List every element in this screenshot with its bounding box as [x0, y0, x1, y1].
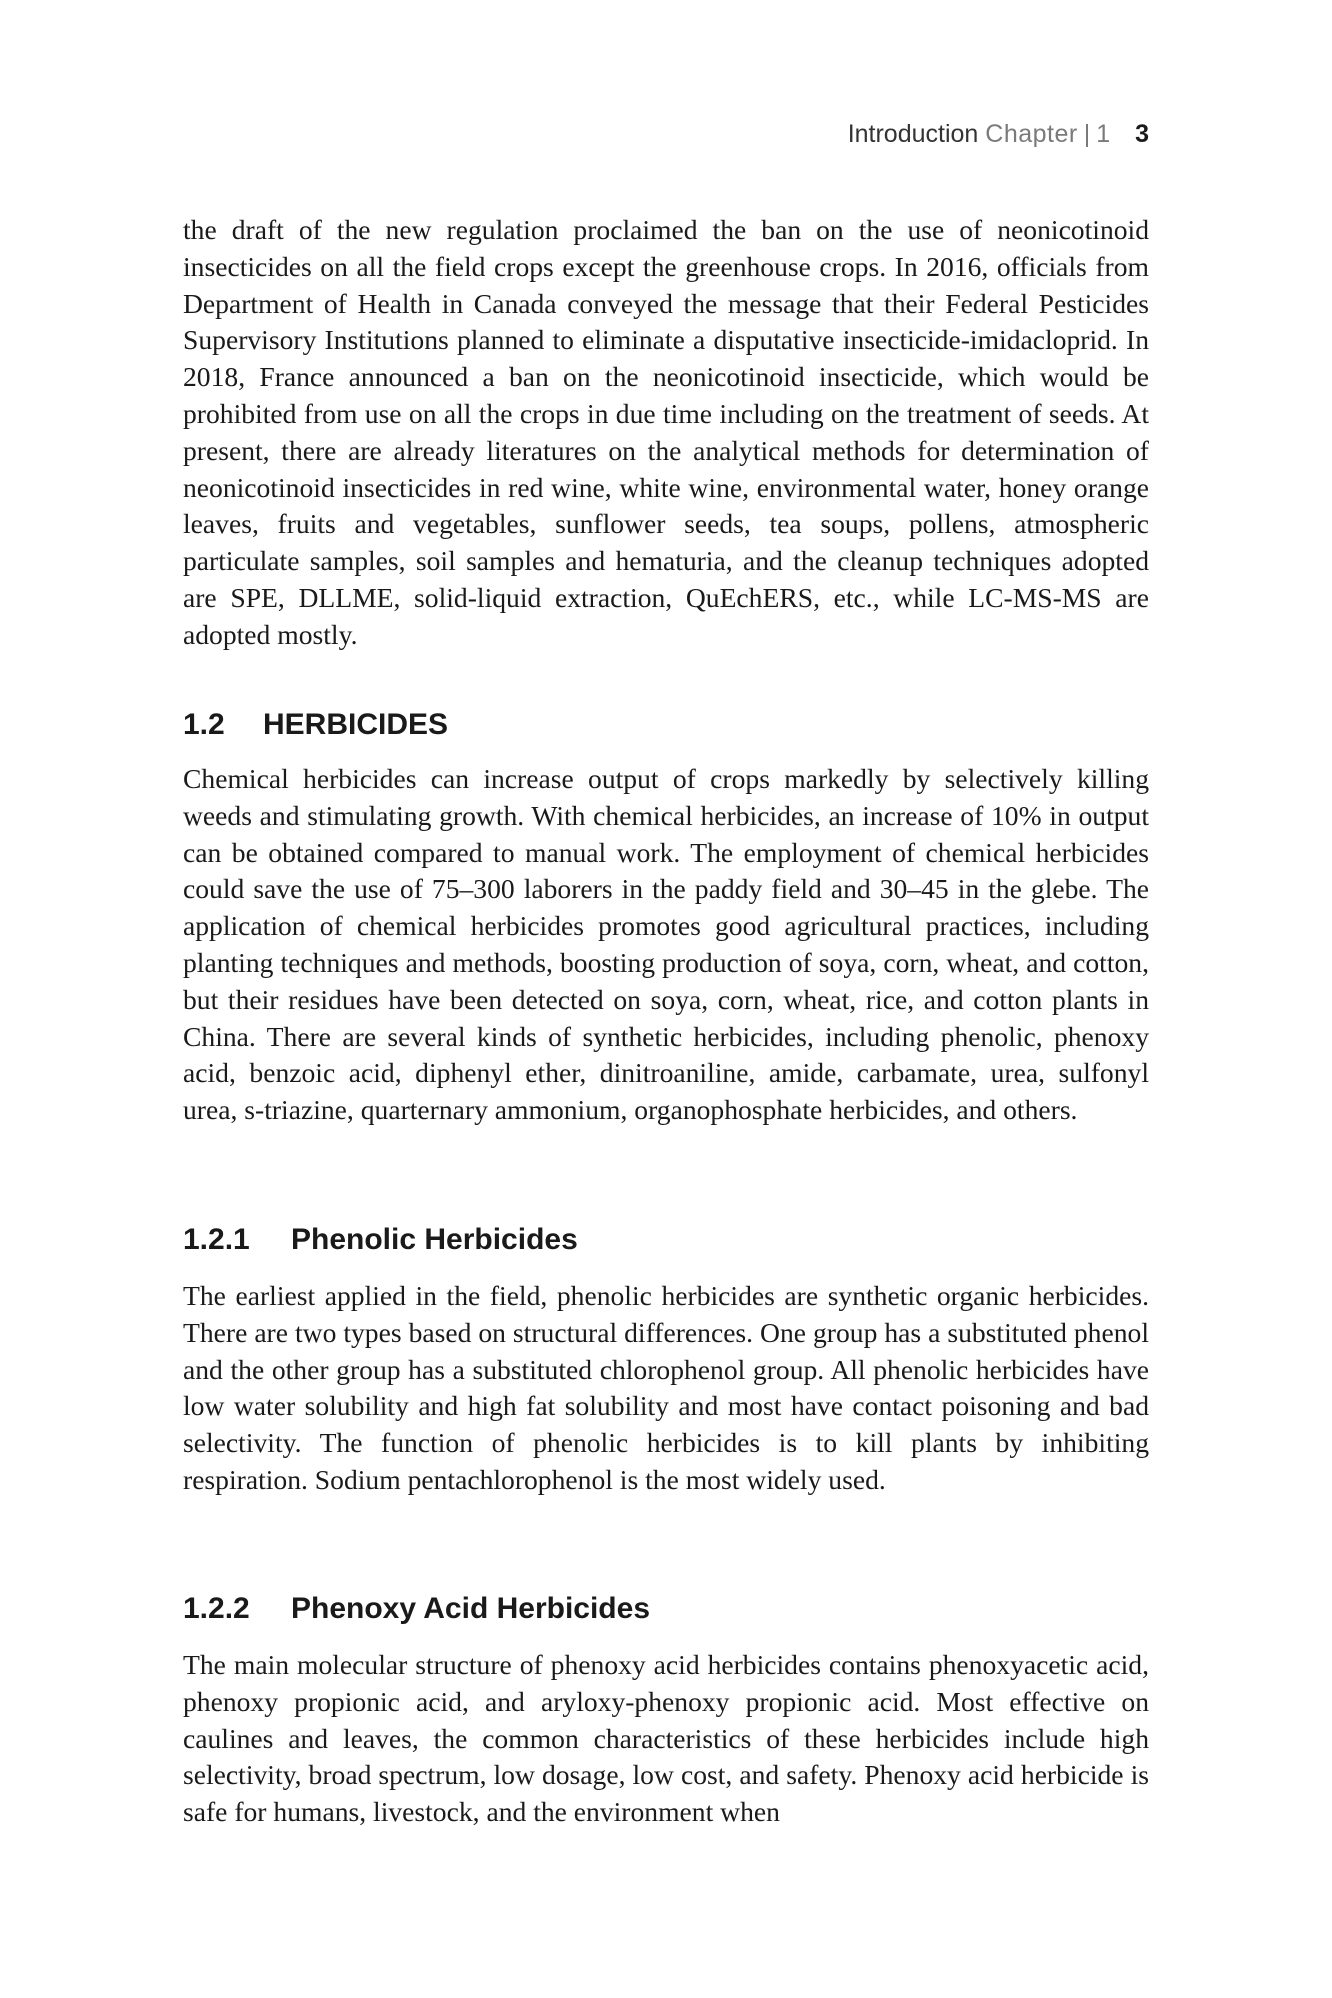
subsection-number: 1.2.1: [183, 1223, 250, 1256]
subsection-heading-phenolic: [183, 1223, 578, 1257]
subsection-number: 1.2.2: [183, 1592, 250, 1625]
paragraph-neonicotinoid-regulation: the draft of the new regulation proclaimed the ban on the use of neonicotinoid insecticides on all the field crops except the greenhouse crops. In 2016, officials from Department of Health in Canada conveyed the message that their Federal Pesticides Supervisory Institutions planned to eliminate a disputative insecticide-imidacloprid. In 2018, France announced a ban on the neonicotinoid insecticide, which would be prohibited from use on all the crops in due time including on the treatment of seeds. At present, there are already literatures on the analytical methods for determination of neonicotinoid insecticides in red wine, white wine, environmental water, honey orange leaves, fruits and vegetables, sunflower seeds, tea soups, pollens, atmospheric particulate samples, soil samples and hematuria, and the cleanup techniques adopted are SPE, DLLME, solid-liquid extraction, QuEchERS, etc., while LC-MS-MS are adopted mostly.: [183, 214, 1149, 650]
running-head-chapter-word: Chapter: [985, 120, 1078, 148]
subsection-heading-phenoxy-acid: [183, 1592, 650, 1626]
subsection-title: Phenolic Herbicides: [291, 1223, 578, 1256]
running-head-separator: |: [1083, 120, 1091, 148]
subsection-title: Phenoxy Acid Herbicides: [291, 1592, 651, 1625]
running-head: [848, 120, 1149, 149]
page-number: 3: [1135, 120, 1149, 148]
section-heading-herbicides: [183, 708, 448, 742]
paragraph-phenoxy-acid-herbicides: The main molecular structure of phenoxy acid herbicides contains phenoxyacetic acid, phenoxy propionic acid, and aryloxy-phenoxy propionic acid. Most effective on caulines and leaves, the common characteristics of these herbicides include high selectivity, broad spectrum, low dosage, low cost, and safety. Phenoxy acid herbicide is safe for humans, livestock, and the environment when: [183, 1649, 1149, 1828]
section-number: 1.2: [183, 708, 225, 741]
section-title: HERBICIDES: [263, 708, 449, 741]
paragraph-phenolic-herbicides: The earliest applied in the field, phenolic herbicides are synthetic organic herbicides. There are two types based on structural differences. One group has a substituted phenol and the other group has a substituted chlorophenol group. All phenolic herbicides have low water solubility and high fat solubility and most have contact poisoning and bad selectivity. The function of phenolic herbicides is to kill plants by inhibiting respiration. Sodium pentachlorophenol is the most widely used.: [183, 1280, 1149, 1495]
paragraph-chemical-herbicides: Chemical herbicides can increase output of crops markedly by selectively killing weeds and stimulating growth. With chemical herbicides, an increase of 10% in output can be obtained compared to manual work. The employment of chemical herbicides could save the use of 75–300 laborers in the paddy field and 30–45 in the glebe. The application of chemical herbicides promotes good agricultural practices, including planting techniques and methods, boosting production of soya, corn, wheat, and cotton, but their residues have been detected on soya, corn, wheat, rice, and cotton plants in China. There are several kinds of synthetic herbicides, including phenolic, phenoxy acid, benzoic acid, diphenyl ether, dinitroaniline, amide, carbamate, urea, sulfonyl urea, s-triazine, quarternary ammonium, organophosphate herbicides, and others.: [183, 763, 1149, 1126]
running-head-chapter-number: 1: [1096, 120, 1111, 148]
running-head-section: Introduction: [847, 120, 979, 148]
